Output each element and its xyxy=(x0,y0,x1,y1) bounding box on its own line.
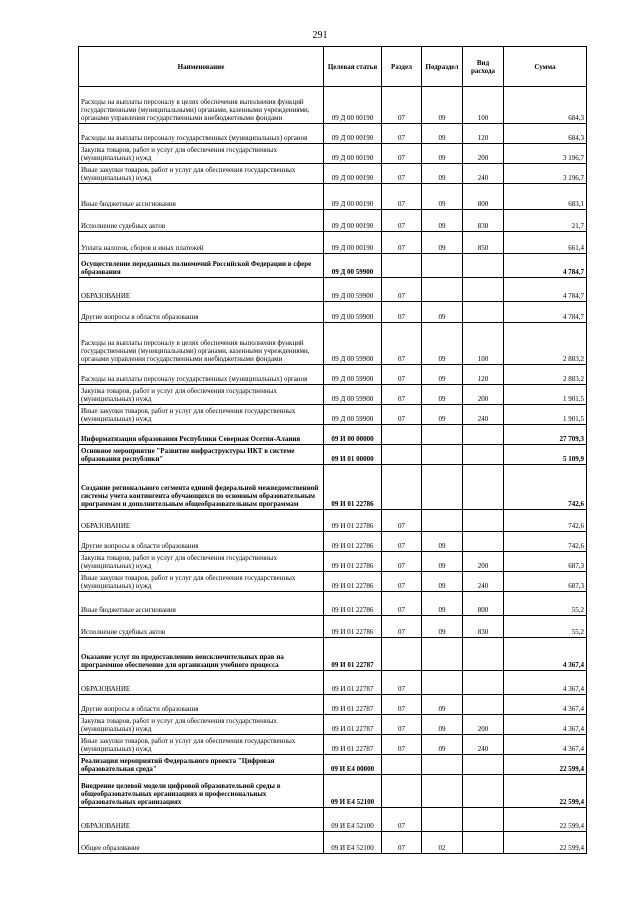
row-kind-cell xyxy=(463,425,504,445)
table-row xyxy=(79,552,587,572)
row-section-cell: 07 xyxy=(382,405,422,425)
row-name-cell: Закупка товаров, работ и услуг для обеспечения государственных (муниципальных) нужд xyxy=(79,552,324,572)
row-kind-cell: 120 xyxy=(463,124,504,144)
row-section-cell: 07 xyxy=(382,323,422,365)
row-name-cell: ОБРАЗОВАНИЕ xyxy=(79,510,324,532)
table-row xyxy=(79,184,587,210)
row-target-cell: 09 И Е4 52100 xyxy=(324,808,382,832)
row-name-cell: Иные закупки товаров, работ и услуг для обеспечения государственных (муниципальных) нужд xyxy=(79,405,324,425)
table-row xyxy=(79,510,587,532)
row-subsection-cell xyxy=(422,278,463,302)
row-target-cell: 09 И 01 22787 xyxy=(324,638,382,671)
row-kind-cell xyxy=(463,695,504,715)
row-name-cell: Закупка товаров, работ и услуг для обеспечения государственных (муниципальных) нужд xyxy=(79,715,324,735)
row-name-cell: Другие вопросы в области образования xyxy=(79,532,324,552)
table-row xyxy=(79,302,587,323)
row-target-cell: 09 И 01 22787 xyxy=(324,671,382,695)
table-row xyxy=(79,87,587,124)
row-name-cell: Расходы на выплаты персоналу государственных (муниципальных) органов xyxy=(79,365,324,385)
row-kind-cell: 100 xyxy=(463,87,504,124)
row-subsection-cell: 09 xyxy=(422,405,463,425)
row-sum-cell: 3 196,7 xyxy=(504,144,587,164)
row-sum-cell: 4 784,7 xyxy=(504,302,587,323)
row-name-cell: Другие вопросы в области образования xyxy=(79,695,324,715)
row-subsection-cell: 09 xyxy=(422,184,463,210)
row-section-cell: 07 xyxy=(382,278,422,302)
row-section-cell: 07 xyxy=(382,124,422,144)
row-name-cell: ОБРАЗОВАНИЕ xyxy=(79,278,324,302)
row-sum-cell: 22 599,4 xyxy=(504,775,587,808)
row-subsection-cell: 09 xyxy=(422,164,463,184)
row-section-cell: 07 xyxy=(382,808,422,832)
row-kind-cell xyxy=(463,638,504,671)
row-subsection-cell xyxy=(422,425,463,445)
row-section-cell xyxy=(382,254,422,278)
row-kind-cell: 120 xyxy=(463,365,504,385)
column-header-subsection: Подраздел xyxy=(422,47,463,87)
row-subsection-cell: 09 xyxy=(422,365,463,385)
row-subsection-cell xyxy=(422,254,463,278)
column-header-target: Целевая статья xyxy=(324,47,382,87)
row-sum-cell: 4 367,4 xyxy=(504,715,587,735)
row-kind-cell: 200 xyxy=(463,715,504,735)
table-row xyxy=(79,532,587,552)
row-section-cell xyxy=(382,775,422,808)
row-sum-cell: 683,1 xyxy=(504,184,587,210)
table-header-row xyxy=(79,47,587,87)
row-name-cell: Иные бюджетные ассигнования xyxy=(79,184,324,210)
row-sum-cell: 21,7 xyxy=(504,210,587,232)
row-sum-cell: 742,6 xyxy=(504,532,587,552)
row-name-cell: Иные закупки товаров, работ и услуг для обеспечения государственных (муниципальных) нужд xyxy=(79,164,324,184)
row-sum-cell: 4 784,7 xyxy=(504,254,587,278)
row-kind-cell: 800 xyxy=(463,592,504,616)
row-sum-cell: 4 367,4 xyxy=(504,638,587,671)
row-kind-cell: 200 xyxy=(463,144,504,164)
row-subsection-cell xyxy=(422,510,463,532)
row-sum-cell: 4 367,4 xyxy=(504,695,587,715)
row-sum-cell: 22 599,4 xyxy=(504,832,587,854)
row-subsection-cell: 09 xyxy=(422,715,463,735)
table-row xyxy=(79,278,587,302)
row-sum-cell: 661,4 xyxy=(504,232,587,254)
row-sum-cell: 2 883,2 xyxy=(504,365,587,385)
row-target-cell: 09 И 01 22786 xyxy=(324,616,382,638)
row-kind-cell xyxy=(463,808,504,832)
table-row xyxy=(79,755,587,775)
table-row xyxy=(79,164,587,184)
row-name-cell: Иные закупки товаров, работ и услуг для обеспечения государственных (муниципальных) нужд xyxy=(79,735,324,755)
row-subsection-cell: 09 xyxy=(422,144,463,164)
row-subsection-cell: 09 xyxy=(422,592,463,616)
row-name-cell: Осуществление переданных полномочий Российской Федерации в сфере образования xyxy=(79,254,324,278)
row-kind-cell xyxy=(463,532,504,552)
row-name-cell: Иные закупки товаров, работ и услуг для обеспечения государственных (муниципальных) нужд xyxy=(79,572,324,592)
row-target-cell: 09 Д 00 59900 xyxy=(324,385,382,405)
row-section-cell: 07 xyxy=(382,735,422,755)
row-target-cell: 09 И 01 22786 xyxy=(324,592,382,616)
row-subsection-cell: 09 xyxy=(422,124,463,144)
table-row xyxy=(79,695,587,715)
row-sum-cell: 687,3 xyxy=(504,552,587,572)
row-target-cell: 09 И 01 22787 xyxy=(324,735,382,755)
row-sum-cell: 687,3 xyxy=(504,572,587,592)
row-target-cell: 09 И 00 00000 xyxy=(324,425,382,445)
row-name-cell: Закупка товаров, работ и услуг для обеспечения государственных (муниципальных) нужд xyxy=(79,144,324,164)
row-section-cell: 07 xyxy=(382,164,422,184)
row-kind-cell xyxy=(463,302,504,323)
row-section-cell: 07 xyxy=(382,592,422,616)
row-name-cell: Иные бюджетные ассигнования xyxy=(79,592,324,616)
row-section-cell: 07 xyxy=(382,832,422,854)
row-section-cell: 07 xyxy=(382,552,422,572)
table-row xyxy=(79,445,587,465)
row-subsection-cell: 09 xyxy=(422,385,463,405)
row-sum-cell: 22 599,4 xyxy=(504,755,587,775)
row-kind-cell: 850 xyxy=(463,232,504,254)
row-kind-cell: 240 xyxy=(463,572,504,592)
row-section-cell: 07 xyxy=(382,365,422,385)
table-row xyxy=(79,144,587,164)
column-header-kind: Вид расхода xyxy=(463,47,504,87)
row-sum-cell: 3 196,7 xyxy=(504,164,587,184)
row-section-cell: 07 xyxy=(382,210,422,232)
row-name-cell: Другие вопросы в области образования xyxy=(79,302,324,323)
row-subsection-cell xyxy=(422,465,463,510)
row-target-cell: 09 Д 00 00190 xyxy=(324,144,382,164)
row-subsection-cell: 09 xyxy=(422,695,463,715)
row-section-cell: 07 xyxy=(382,695,422,715)
row-name-cell: Информатизация образования Республики Северная Осетия-Алания xyxy=(79,425,324,445)
budget-table xyxy=(78,46,587,854)
row-subsection-cell: 09 xyxy=(422,572,463,592)
row-section-cell: 07 xyxy=(382,572,422,592)
row-sum-cell: 2 883,2 xyxy=(504,323,587,365)
row-kind-cell: 100 xyxy=(463,323,504,365)
row-kind-cell: 830 xyxy=(463,210,504,232)
column-header-sum: Сумма xyxy=(504,47,587,87)
row-target-cell: 09 Д 00 00190 xyxy=(324,210,382,232)
row-name-cell: Расходы на выплаты персоналу государственных (муниципальных) органов xyxy=(79,124,324,144)
row-target-cell: 09 И Е4 52100 xyxy=(324,775,382,808)
row-sum-cell: 4 367,4 xyxy=(504,671,587,695)
table-row xyxy=(79,124,587,144)
row-target-cell: 09 Д 00 00190 xyxy=(324,232,382,254)
row-target-cell: 09 Д 00 59900 xyxy=(324,405,382,425)
row-subsection-cell xyxy=(422,808,463,832)
row-section-cell: 07 xyxy=(382,232,422,254)
row-target-cell: 09 И Е4 00000 xyxy=(324,755,382,775)
row-sum-cell: 1 901,5 xyxy=(504,385,587,405)
row-kind-cell: 240 xyxy=(463,735,504,755)
row-name-cell: Реализация мероприятий Федерального проекта "Цифровая образовательная среда" xyxy=(79,755,324,775)
table-row xyxy=(79,254,587,278)
row-target-cell: 09 Д 00 59900 xyxy=(324,365,382,385)
row-kind-cell xyxy=(463,510,504,532)
row-name-cell: Внедрение целевой модели цифровой образовательной среды в общеобразовательных организациях и профессиональных образовательных организациях xyxy=(79,775,324,808)
table-row xyxy=(79,323,587,365)
row-name-cell: ОБРАЗОВАНИЕ xyxy=(79,671,324,695)
row-section-cell: 07 xyxy=(382,184,422,210)
row-section-cell: 07 xyxy=(382,385,422,405)
table-row xyxy=(79,775,587,808)
row-name-cell: Исполнение судебных актов xyxy=(79,210,324,232)
row-target-cell: 09 И 01 00000 xyxy=(324,445,382,465)
column-header-section: Раздел xyxy=(382,47,422,87)
row-sum-cell: 684,3 xyxy=(504,87,587,124)
row-target-cell: 09 Д 00 59900 xyxy=(324,278,382,302)
table-row xyxy=(79,616,587,638)
row-name-cell: Закупка товаров, работ и услуг для обеспечения государственных (муниципальных) нужд xyxy=(79,385,324,405)
table-row xyxy=(79,715,587,735)
row-subsection-cell xyxy=(422,755,463,775)
row-name-cell: Исполнение судебных актов xyxy=(79,616,324,638)
row-section-cell: 07 xyxy=(382,616,422,638)
row-target-cell: 09 И 01 22786 xyxy=(324,465,382,510)
row-name-cell: ОБРАЗОВАНИЕ xyxy=(79,808,324,832)
row-subsection-cell: 09 xyxy=(422,323,463,365)
row-sum-cell: 4 367,4 xyxy=(504,735,587,755)
table-row xyxy=(79,210,587,232)
row-name-cell: Общее образование xyxy=(79,832,324,854)
row-subsection-cell: 09 xyxy=(422,735,463,755)
row-kind-cell: 800 xyxy=(463,184,504,210)
row-subsection-cell: 09 xyxy=(422,210,463,232)
row-target-cell: 09 Д 00 00190 xyxy=(324,164,382,184)
row-target-cell: 09 И Е4 52100 xyxy=(324,832,382,854)
row-kind-cell: 200 xyxy=(463,552,504,572)
row-section-cell: 07 xyxy=(382,532,422,552)
table-row xyxy=(79,638,587,671)
row-subsection-cell: 09 xyxy=(422,302,463,323)
row-target-cell: 09 И 01 22786 xyxy=(324,572,382,592)
row-target-cell: 09 Д 00 59900 xyxy=(324,302,382,323)
row-subsection-cell xyxy=(422,775,463,808)
row-section-cell xyxy=(382,445,422,465)
row-name-cell: Расходы на выплаты персоналу в целях обеспечения выполнения функций государственными (муниципальными) органами, казенными учреждениями, органами управления государственными внебюджетными фондами xyxy=(79,87,324,124)
row-kind-cell xyxy=(463,254,504,278)
row-target-cell: 09 Д 00 00190 xyxy=(324,184,382,210)
row-subsection-cell: 09 xyxy=(422,87,463,124)
row-subsection-cell: 02 xyxy=(422,832,463,854)
table-row xyxy=(79,385,587,405)
row-kind-cell: 830 xyxy=(463,616,504,638)
row-target-cell: 09 И 01 22786 xyxy=(324,532,382,552)
row-target-cell: 09 Д 00 59900 xyxy=(324,254,382,278)
row-kind-cell xyxy=(463,755,504,775)
row-kind-cell xyxy=(463,465,504,510)
row-section-cell: 07 xyxy=(382,87,422,124)
row-kind-cell: 240 xyxy=(463,405,504,425)
row-sum-cell: 55,2 xyxy=(504,616,587,638)
row-name-cell: Уплата налогов, сборов и иных платежей xyxy=(79,232,324,254)
table-row xyxy=(79,592,587,616)
row-kind-cell xyxy=(463,278,504,302)
table-row xyxy=(79,735,587,755)
row-kind-cell xyxy=(463,775,504,808)
table-row xyxy=(79,425,587,445)
row-subsection-cell: 09 xyxy=(422,616,463,638)
row-section-cell xyxy=(382,755,422,775)
table-row xyxy=(79,832,587,854)
row-target-cell: 09 Д 00 00190 xyxy=(324,124,382,144)
row-name-cell: Создание регионального сегмента единой федеральной межведомственной системы учета контингента обучающихся по основным образовательным программам и дополнительным общеобразовательным программам xyxy=(79,465,324,510)
row-name-cell: Оказание услуг по предоставлению неисключительных прав на программное обеспечение для организации учебного процесса xyxy=(79,638,324,671)
row-subsection-cell: 09 xyxy=(422,532,463,552)
row-sum-cell: 55,2 xyxy=(504,592,587,616)
row-section-cell: 07 xyxy=(382,510,422,532)
table-row xyxy=(79,232,587,254)
table-row xyxy=(79,808,587,832)
row-section-cell: 07 xyxy=(382,302,422,323)
row-sum-cell: 742,6 xyxy=(504,510,587,532)
table-row xyxy=(79,671,587,695)
row-section-cell xyxy=(382,638,422,671)
page-number: 291 xyxy=(312,30,328,41)
table-row xyxy=(79,405,587,425)
table-row xyxy=(79,572,587,592)
row-kind-cell xyxy=(463,445,504,465)
row-target-cell: 09 И 01 22786 xyxy=(324,552,382,572)
row-kind-cell: 200 xyxy=(463,385,504,405)
row-subsection-cell xyxy=(422,671,463,695)
row-sum-cell: 684,3 xyxy=(504,124,587,144)
row-section-cell: 07 xyxy=(382,671,422,695)
row-sum-cell: 27 709,3 xyxy=(504,425,587,445)
row-section-cell xyxy=(382,425,422,445)
row-sum-cell: 1 901,5 xyxy=(504,405,587,425)
row-sum-cell: 4 784,7 xyxy=(504,278,587,302)
row-sum-cell: 742,6 xyxy=(504,465,587,510)
row-section-cell: 07 xyxy=(382,144,422,164)
row-target-cell: 09 И 01 22787 xyxy=(324,715,382,735)
row-name-cell: Расходы на выплаты персоналу в целях обеспечения выполнения функций государственными (муниципальными) органами, казенными учреждениями, органами управления государственными внебюджетными фондами xyxy=(79,323,324,365)
row-target-cell: 09 Д 00 59900 xyxy=(324,323,382,365)
table-body xyxy=(79,87,587,854)
row-subsection-cell: 09 xyxy=(422,232,463,254)
row-sum-cell: 22 599,4 xyxy=(504,808,587,832)
row-name-cell: Основное мероприятие "Развитие инфраструктуры ИКТ в системе образования республики" xyxy=(79,445,324,465)
row-section-cell xyxy=(382,465,422,510)
row-kind-cell: 240 xyxy=(463,164,504,184)
row-target-cell: 09 Д 00 00190 xyxy=(324,87,382,124)
row-subsection-cell xyxy=(422,445,463,465)
row-kind-cell xyxy=(463,832,504,854)
row-target-cell: 09 И 01 22786 xyxy=(324,510,382,532)
table-row xyxy=(79,465,587,510)
row-section-cell: 07 xyxy=(382,715,422,735)
row-subsection-cell xyxy=(422,638,463,671)
row-sum-cell: 5 109,9 xyxy=(504,445,587,465)
column-header-name: Наименование xyxy=(79,47,324,87)
row-target-cell: 09 И 01 22787 xyxy=(324,695,382,715)
row-kind-cell xyxy=(463,671,504,695)
table-row xyxy=(79,365,587,385)
row-subsection-cell: 09 xyxy=(422,552,463,572)
